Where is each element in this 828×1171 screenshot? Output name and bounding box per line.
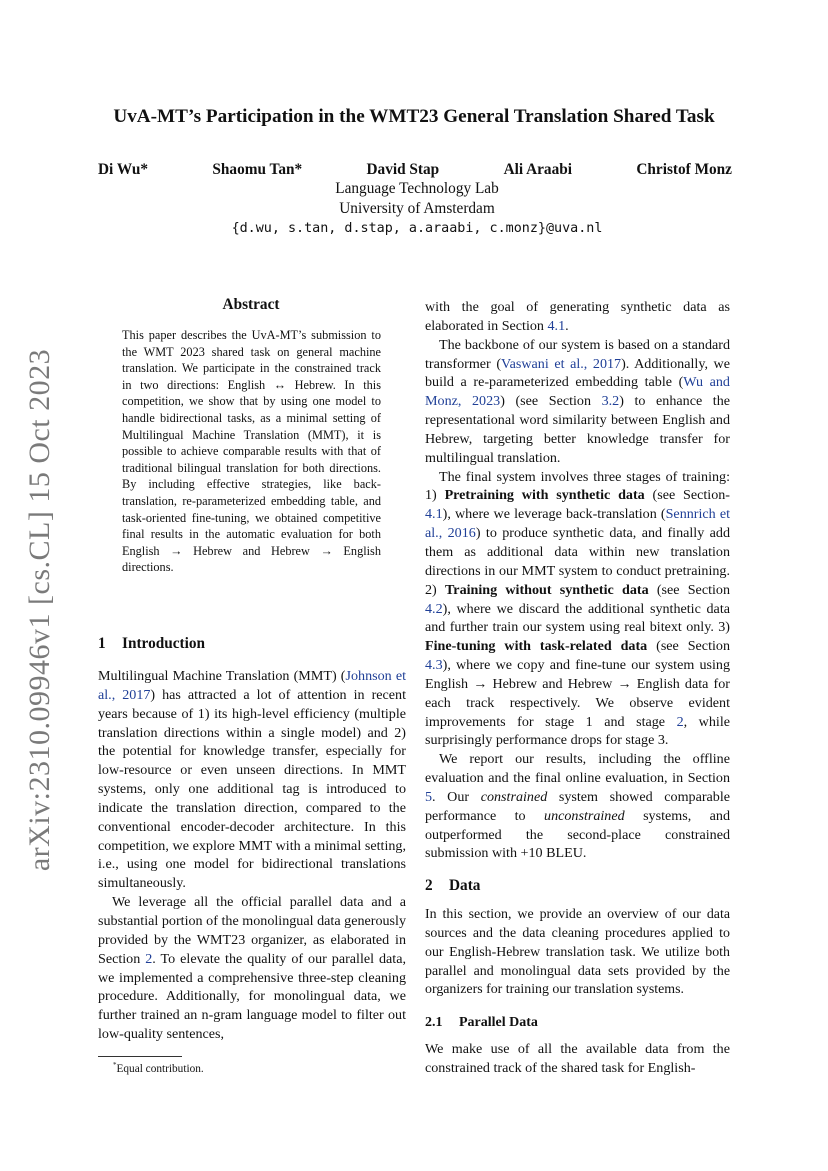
section-heading-data (425, 877, 480, 895)
arxiv-id: arXiv:2310.09946v1 [cs.CL] 15 Oct 2023 (23, 348, 57, 872)
paragraph (425, 298, 730, 336)
text-run: system showed comparable performance to (425, 788, 730, 824)
text-run: , while surprisingly performance drops for stage 3. (425, 713, 730, 749)
author-emails: {d.wu, s.tan, d.stap, a.araabi, c.monz}@uva.nl (231, 221, 603, 236)
text-run: . To elevate the quality of our parallel data, we implemented a comprehensive three-step cleaning procedure. Additionally, for monolingual data, we further trained an n-gram language model to filter out low-quality sentences, (98, 950, 406, 1043)
text-run: ) (see Section (500, 393, 602, 410)
citation-link[interactable]: Sennrich et al., 2016 (425, 506, 730, 542)
text-run: (see Section (648, 581, 730, 598)
intro-left-column (98, 667, 406, 1044)
data-section-body (425, 906, 730, 1000)
text-run: (see Section- (644, 487, 730, 504)
text-run: ), where we discard the additional synthetic data and further train our system using real bitext only. 3) (425, 600, 730, 636)
intro-right-column (425, 298, 730, 863)
subsection-title: Parallel Data (459, 1015, 538, 1030)
bold-phrase: Fine-tuning with task-related data (425, 638, 648, 655)
italic-phrase: unconstrained (544, 807, 625, 824)
text-run: . Our (432, 788, 481, 805)
text-run: The final system involves three stages of training: 1) (425, 468, 730, 504)
paragraph (425, 468, 730, 751)
citation-link[interactable]: Vaswani et al., 2017 (501, 355, 622, 372)
text-run: with the goal of generating synthetic data as elaborated in Section (425, 299, 730, 334)
author-name: Ali Araabi (503, 161, 572, 178)
affiliation-university: University of Amsterdam (339, 200, 495, 217)
text-run: ), where we copy and fine-tune our system using English → Hebrew and Hebrew → English data for each track respectively. We observe evident improvements for stage 1 and stage (425, 657, 730, 730)
paragraph (98, 667, 406, 893)
section-ref-link[interactable]: 4.1 (425, 506, 443, 523)
section-number: 2 (425, 877, 433, 894)
text-run: Multilingual Machine Translation (MMT) ( (98, 668, 346, 684)
paragraph (98, 893, 406, 1044)
section-ref-link[interactable]: 3.2 (601, 393, 620, 410)
section-ref-link[interactable]: 5 (425, 788, 433, 805)
footnote-mark: * (113, 1061, 117, 1069)
section-ref-link[interactable]: 4.1 (547, 317, 566, 334)
subsection-heading-parallel-data (425, 1015, 538, 1031)
section-title: Data (449, 877, 481, 894)
parallel-section-body (425, 1040, 730, 1078)
author-name: Di Wu* (98, 161, 149, 178)
text-run: ) to produce synthetic data, and finally add them as additional data within new translation directions in our MMT system to conduct pretraining. 2) (425, 525, 730, 598)
bold-phrase: Pretraining with synthetic data (444, 487, 645, 504)
section-ref-link[interactable]: 4.3 (425, 657, 443, 674)
text-run: ) has attracted a lot of attention in recent years because of 1) its high-level efficiency (multiple translation directions within a single model) and 2) the potential for knowledge transfer, especially for low-resource or even unseen directions. In MMT systems, only one additional tag is introduced to indicate the translation direction, compared to the conventional encoder-decoder architecture. In this competition, we explore MMT with a minimal setting, i.e., using one model for bidirectional translations simultaneously. (98, 686, 406, 892)
arxiv-stamp (20, 348, 60, 872)
abstract-heading: Abstract (222, 296, 280, 313)
paragraph (425, 750, 730, 863)
text-run: systems, and outperformed the second-place constrained submission with +10 BLEU. (425, 807, 730, 862)
section-ref-link[interactable]: 4.2 (425, 600, 443, 617)
section-ref-link[interactable]: 2 (676, 713, 684, 730)
paragraph (425, 336, 730, 468)
footnote-divider (98, 1056, 182, 1057)
text-run: (see Section (647, 638, 730, 655)
abstract-body (122, 327, 381, 576)
subsection-number: 2.1 (425, 1015, 443, 1030)
paper-title: UvA-MT’s Participation in the WMT23 General Translation Shared Task (113, 106, 715, 127)
text-run: The backbone of our system is based on a standard transformer ( (425, 336, 730, 372)
author-name: David Stap (366, 161, 440, 178)
italic-phrase: constrained (480, 788, 548, 805)
section-ref-link[interactable]: 2 (145, 950, 153, 967)
affiliation-lab: Language Technology Lab (335, 180, 499, 197)
text-run: We leverage all the official parallel data and a substantial portion of the monolingual data generously provided by the WMT23 organizer, as elaborated in Section (98, 894, 406, 967)
author-name: Shaomu Tan* (212, 161, 303, 178)
citation-link[interactable]: Wu and Monz, 2023 (425, 374, 730, 410)
text-run: . (565, 317, 569, 334)
author-list (98, 161, 732, 179)
text-run: ). Additionally, we build a re-parameterized embedding table ( (425, 355, 730, 391)
text-run: ), where we leverage back-translation ( (442, 506, 666, 523)
bold-phrase: Training without synthetic data (444, 581, 649, 598)
footnote-text: Equal contribution. (116, 1062, 204, 1075)
citation-link[interactable]: Johnson et al., 2017 (98, 668, 406, 703)
section-title: Introduction (122, 635, 206, 652)
text-run: ) to enhance the representational word similarity between English and Hebrew, targeting better knowledge transfer for multilingual translation. (425, 393, 730, 466)
text-run: We report our results, including the offline evaluation and the final online evaluation, in Section (425, 751, 730, 787)
abstract-text: This paper describes the UvA-MT’s submission to the WMT 2023 shared task on general machine translation. We participate in the constrained track in two directions: English ↔ Hebrew. In this competition, we show that by using one model to handle bidirectional tasks, as a minimal setting of Multilingual Machine Translation (MMT), it is possible to achieve comparable results with that of traditional bilingual translation for both directions. By including effective strategies, like back-translation, re-parameterized embedding table, and task-oriented fine-tuning, we obtained competitive final results in the automatic evaluation for both English → Hebrew and Hebrew → English directions. (122, 328, 381, 575)
paragraph: In this section, we provide an overview of our data sources and the data cleaning procedures applied to our English-Hebrew translation task. We utilize both parallel and monolingual data sets provided by the organizers for training our translation systems. (425, 907, 730, 998)
section-heading-introduction (98, 635, 205, 653)
paragraph: We make use of all the available data from the constrained track of the shared task for English- (425, 1041, 730, 1076)
section-number: 1 (98, 635, 106, 652)
author-name: Christof Monz (636, 161, 732, 178)
footnote (113, 1061, 204, 1075)
